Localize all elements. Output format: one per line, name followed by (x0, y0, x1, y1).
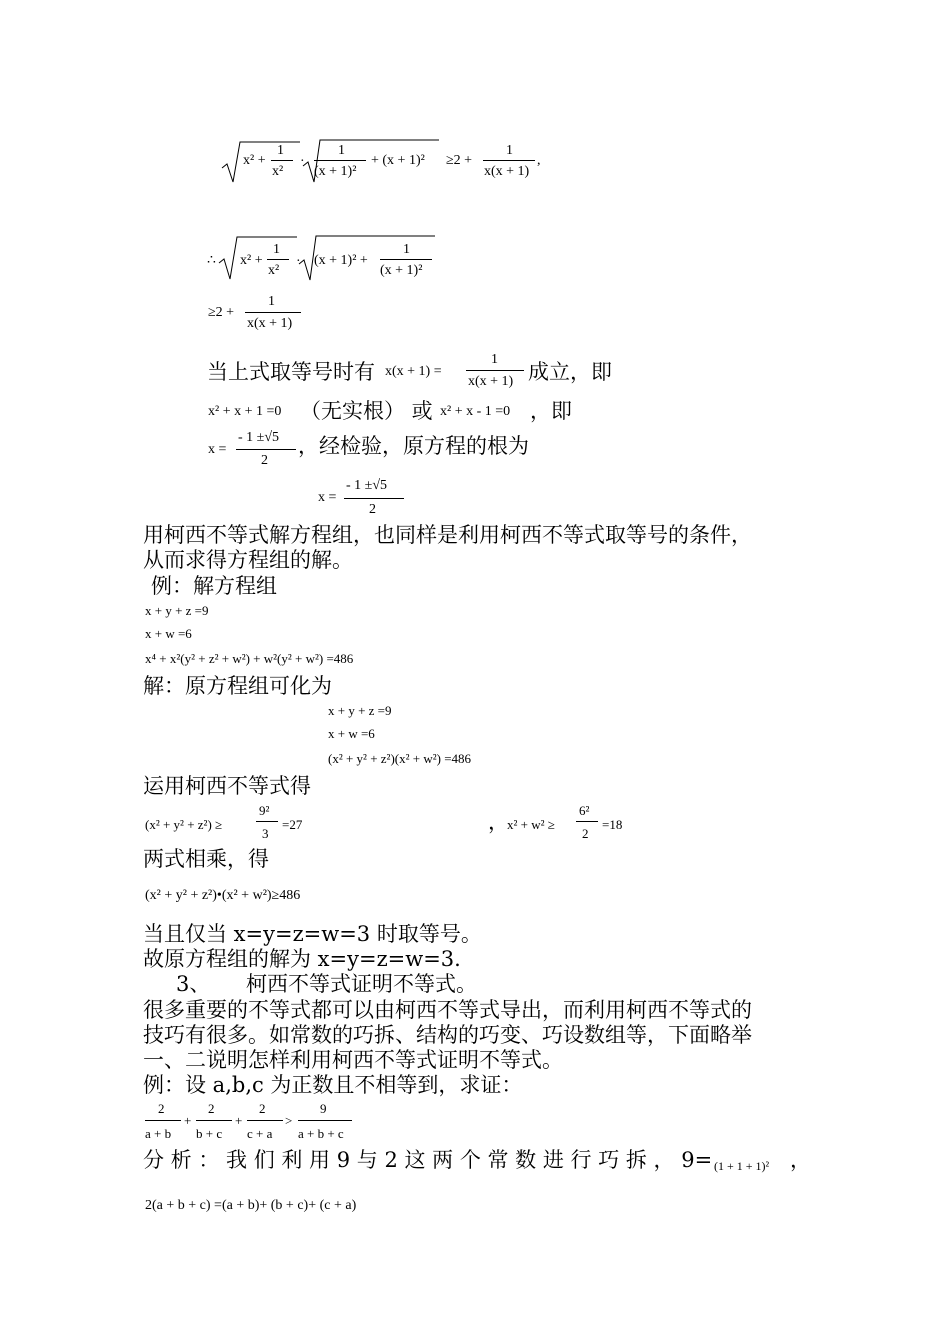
product-inequality: (x² + y² + z²)•(x² + w²)≥486 (145, 888, 301, 903)
section-number: 3、 (176, 972, 211, 996)
eq1-frac1-den: x² (272, 164, 284, 179)
eq1-frac3-num: 1 (506, 143, 513, 158)
eq1-frac2-bar (314, 160, 366, 161)
ex2-frac4-den: a + b + c (298, 1126, 344, 1141)
system2-eq2: x + w =6 (328, 726, 375, 741)
paragraph-line-2: 从而求得方程组的解。 (143, 548, 353, 572)
eq1-frac2-den: (x + 1)² (314, 164, 357, 179)
ineq2-frac-bar (576, 821, 598, 822)
section-paragraph-line-3: 一、二说明怎样利用柯西不等式证明不等式。 (143, 1048, 563, 1072)
final-answer: 故原方程组的解为 x=y=z=w=3. (143, 947, 461, 971)
ineq2-frac-den: 2 (582, 826, 589, 841)
system2-eq3: (x² + y² + z²)(x² + w²) =486 (328, 751, 472, 766)
eq2-frac3-den: x(x + 1) (247, 316, 293, 331)
eq3-frac-den: x(x + 1) (468, 374, 514, 389)
eq2-frac2-den: (x + 1)² (380, 263, 423, 278)
eq4b: x² + x - 1 =0 (440, 404, 511, 419)
section-paragraph-line-1: 很多重要的不等式都可以由柯西不等式导出，而利用柯西不等式的 (143, 998, 752, 1022)
ex2-frac2-den: b + c (196, 1126, 223, 1141)
condition-text-b: 成立，即 (528, 360, 612, 384)
nine-decomposition: (1 + 1 + 1)² (714, 1159, 770, 1173)
eq5-frac-den: 2 (261, 453, 268, 468)
eq1-term-b: + (x + 1)² (371, 153, 425, 168)
solution-heading: 解：原方程组可化为 (143, 674, 332, 698)
ex2-frac1-bar (145, 1120, 181, 1121)
ex2-frac1-den: a + b (145, 1126, 172, 1141)
eq2-ge: ≥2 + (208, 305, 235, 320)
ineq1-rhs: =27 (282, 817, 303, 832)
eq1-frac3-bar (483, 160, 535, 161)
ineq2-frac-num: 6² (579, 803, 590, 818)
section-title: 柯西不等式证明不等式。 (246, 972, 477, 996)
ineq1-frac-num: 9² (259, 803, 270, 818)
ex2-frac3-num: 2 (259, 1101, 266, 1116)
eq2-dot: · (296, 254, 301, 269)
eq1-term-a: x² + (243, 153, 266, 168)
ex2-frac4-num: 9 (320, 1101, 327, 1116)
analysis-end-comma: ， (790, 1148, 811, 1172)
eq1-frac3-den: x(x + 1) (484, 164, 530, 179)
eq2-term-b: (x + 1)² + (314, 253, 368, 268)
eq2-frac1-den: x² (268, 263, 280, 278)
system1-eq2: x + w =6 (145, 626, 192, 641)
eq2-frac2-num: 1 (403, 242, 410, 257)
eq2-frac1-bar (267, 259, 289, 260)
ineq-separator: ， (488, 810, 509, 834)
condition-text-a: 当上式取等号时有 (207, 360, 375, 384)
then-text: ，即 (530, 399, 572, 423)
ex2-frac3-bar (247, 1120, 283, 1121)
eq2-frac1-num: 1 (273, 242, 280, 257)
example-2-heading: 例：设 a,b,c 为正数且不相等到，求证： (143, 1073, 523, 1097)
eq4a: x² + x + 1 =0 (208, 404, 282, 419)
ex2-frac2-bar (196, 1120, 232, 1121)
eq1-frac1-bar (271, 160, 293, 161)
eq1-comma: , (537, 153, 541, 168)
eq1-ge: ≥2 + (446, 153, 473, 168)
no-real-root-text: （无实根） 或 (300, 399, 433, 423)
system1-eq3: x⁴ + x²(y² + z² + w²) + w²(y² + w²) =486 (145, 651, 354, 666)
ex2-frac4-bar (298, 1120, 352, 1121)
ineq1-lhs: (x² + y² + z²) ≥ (145, 817, 223, 832)
eq5-lhs: x = (208, 442, 227, 457)
eq2-frac3-bar (245, 312, 301, 313)
apply-cauchy-text: 运用柯西不等式得 (143, 774, 311, 798)
example-1-heading: 例：解方程组 (151, 574, 277, 598)
split-identity: 2(a + b + c) =(a + b)+ (b + c)+ (c + a) (145, 1198, 357, 1213)
therefore-symbol: ∴ (207, 253, 216, 268)
eq3-lhs: x(x + 1) = (385, 364, 442, 379)
verify-text: ，经检验，原方程的根为 (298, 434, 529, 458)
eq2-term-a: x² + (240, 253, 263, 268)
ex2-frac1-num: 2 (158, 1101, 165, 1116)
ex2-gt: > (285, 1113, 293, 1128)
ex2-frac2-num: 2 (208, 1101, 215, 1116)
ineq1-frac-den: 3 (262, 826, 269, 841)
eq2-frac2-bar (380, 259, 432, 260)
system2-eq1: x + y + z =9 (328, 703, 392, 718)
analysis-text: 分 析 ： 我 们 利 用 9 与 2 这 两 个 常 数 进 行 巧 拆 ， 9= (143, 1148, 713, 1172)
ineq1-frac-bar (256, 821, 278, 822)
ineq2-rhs: =18 (602, 817, 623, 832)
paragraph-line-1: 用柯西不等式解方程组，也同样是利用柯西不等式取等号的条件， (143, 523, 752, 547)
ineq2-lhs: x² + w² ≥ (507, 817, 555, 832)
equality-condition: 当且仅当 x=y=z=w=3 时取等号。 (143, 922, 482, 946)
section-paragraph-line-2: 技巧有很多。如常数的巧拆、结构的巧变、巧设数组等，下面略举 (143, 1023, 752, 1047)
eq3-frac-bar (466, 370, 524, 371)
eq6-frac-bar (344, 498, 404, 499)
ex2-plus-2: + (235, 1113, 243, 1128)
ex2-plus-1: + (184, 1113, 192, 1128)
system1-eq1: x + y + z =9 (145, 603, 209, 618)
eq2-frac3-num: 1 (268, 294, 275, 309)
eq6-frac-den: 2 (369, 502, 376, 517)
ex2-frac3-den: c + a (247, 1126, 273, 1141)
eq6-frac-num: - 1 ±√5 (346, 478, 388, 493)
eq3-frac-num: 1 (491, 352, 498, 367)
eq1-frac1-num: 1 (277, 143, 284, 158)
eq5-frac-bar (236, 449, 296, 450)
eq1-frac2-num: 1 (338, 143, 345, 158)
multiply-text: 两式相乘，得 (143, 847, 269, 871)
eq6-lhs: x = (318, 490, 337, 505)
eq5-frac-num: - 1 ±√5 (238, 430, 280, 445)
eq1-dot: · (300, 154, 305, 169)
